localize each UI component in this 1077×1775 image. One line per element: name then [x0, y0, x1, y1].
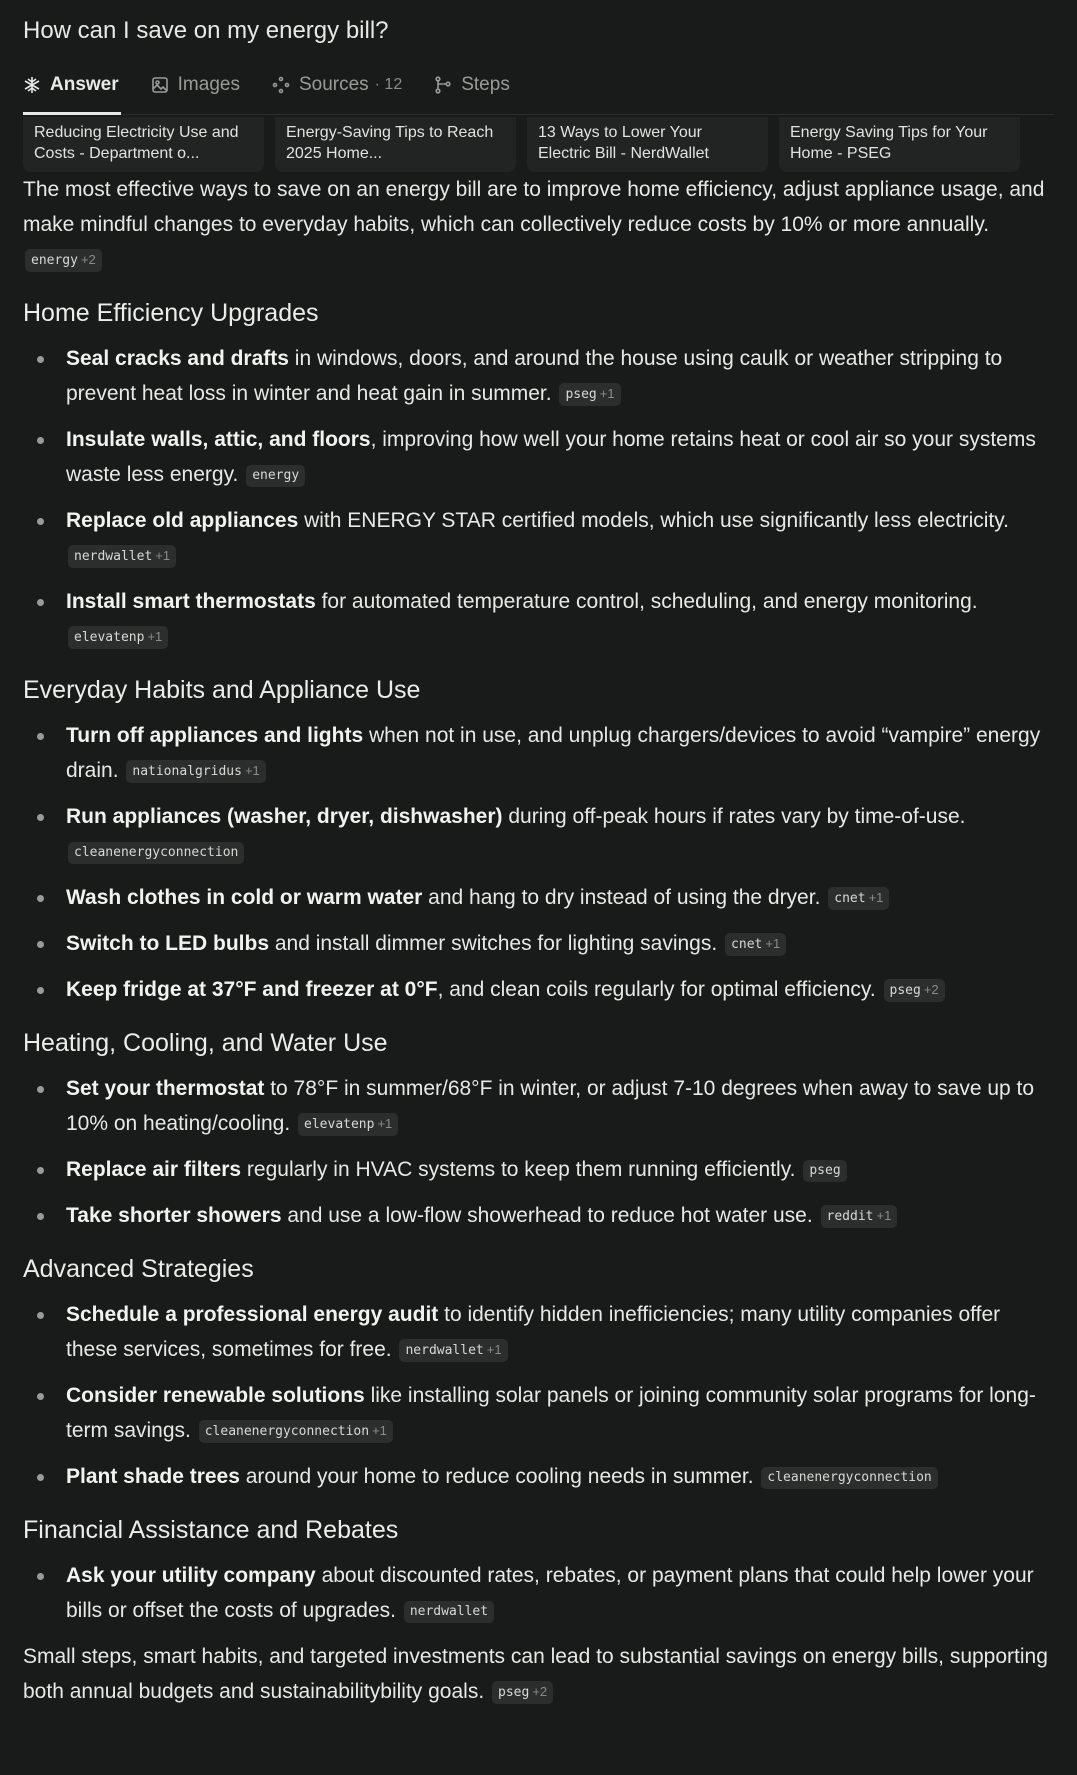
bullet-list [23, 341, 1054, 654]
list-item [23, 799, 1054, 869]
intro-paragraph [23, 172, 1054, 277]
list-item-text: , improving how well your home retains heat or cool air so your systems waste less energy. [66, 428, 1036, 486]
list-item-bold: Wash clothes in cold or warm water [66, 886, 423, 909]
citation-chip[interactable] [298, 1113, 398, 1136]
list-item-text: in windows, doors, and around the house using caulk or weather stripping to prevent heat loss in winter and heat gain in summer. [66, 347, 1003, 405]
answer-sections [23, 297, 1054, 1628]
list-item-text: around your home to reduce cooling needs in summer. [239, 1465, 754, 1488]
tab-steps-label: Steps [461, 74, 510, 95]
section-heading: Home Efficiency Upgrades [23, 299, 319, 327]
source-card[interactable] [779, 117, 1020, 172]
bullet-list [23, 1071, 1054, 1233]
list-item-text: , and clean coils regularly for optimal efficiency. [437, 978, 876, 1001]
citation-chip[interactable] [199, 1420, 393, 1443]
list-item-text: and hang to dry instead of using the dryer. [422, 886, 821, 909]
citation-more: +1 [377, 1116, 393, 1131]
citation-chip[interactable] [559, 383, 620, 406]
list-item-bold: Turn off appliances and lights [66, 724, 364, 747]
outro-paragraph [23, 1639, 1054, 1709]
list-item-text: with ENERGY STAR certified models, which use significantly less electricity. [298, 509, 1010, 532]
citation-chip[interactable] [68, 545, 176, 568]
source-card[interactable] [527, 117, 768, 172]
list-item-text: when not in use, and unplug chargers/devices to avoid “vampire” energy drain. [66, 724, 1041, 782]
outro-text: Small steps, smart habits, and targeted investments can lead to substantial savings on energy bills, supporting both annual budgets and sustainabilitybility goals. [23, 1645, 1048, 1703]
citation-chip[interactable] [68, 626, 168, 649]
list-item-bold: Replace old appliances [66, 509, 299, 532]
list-item-bold: Consider renewable solutions [66, 1384, 365, 1407]
citation-source: nerdwallet [74, 549, 153, 564]
list-item-text: regularly in HVAC systems to keep them running efficiently. [241, 1158, 796, 1181]
bullet-list [23, 718, 1054, 1007]
tab-steps[interactable] [434, 56, 510, 114]
list-item-bold: Insulate walls, attic, and floors [66, 428, 371, 451]
source-cards [23, 117, 1054, 172]
citation-chip[interactable] [25, 249, 102, 272]
steps-icon [434, 76, 452, 94]
list-item [23, 1152, 1054, 1187]
section-heading: Advanced Strategies [23, 1255, 254, 1283]
source-card[interactable] [23, 117, 264, 172]
list-item [23, 584, 1054, 654]
citation-more: +1 [486, 1342, 502, 1357]
list-item-bold: Switch to LED bulbs [66, 932, 269, 955]
citation-more: +2 [80, 252, 96, 267]
list-item [23, 422, 1054, 492]
citation-chip[interactable] [803, 1160, 846, 1182]
citation-more: +2 [923, 982, 939, 997]
list-item-text: to 78°F in summer/68°F in winter, or adjust 7-10 degrees when away to save up to 10% on heating/cooling. [66, 1077, 1035, 1135]
section-heading: Heating, Cooling, and Water Use [23, 1029, 388, 1057]
citation-chip[interactable] [821, 1205, 898, 1228]
tab-sources[interactable] [272, 56, 402, 114]
citation-chip[interactable] [884, 979, 945, 1002]
citation-chip[interactable] [246, 465, 305, 487]
citation-more: +1 [147, 629, 163, 644]
source-card-title: Energy-Saving Tips to Reach 2025 Home... [286, 124, 494, 162]
citation-chip[interactable] [399, 1339, 507, 1362]
list-item-text: during off-peak hours if rates vary by time-of-use. [502, 805, 966, 828]
section-heading: Financial Assistance and Rebates [23, 1516, 399, 1544]
tab-sources-label: Sources [298, 74, 369, 95]
list-item [23, 1378, 1054, 1448]
list-item [23, 1071, 1054, 1141]
list-item [23, 1297, 1054, 1367]
tab-images[interactable] [151, 56, 240, 114]
citation-more: +1 [599, 386, 615, 401]
citation-chip[interactable] [761, 1467, 937, 1489]
list-item [23, 341, 1054, 411]
answer-icon [23, 76, 41, 94]
citation-source: cnet [834, 891, 866, 906]
tab-bar [23, 56, 1054, 115]
citation-source: pseg [889, 983, 921, 998]
list-item-bold: Run appliances (washer, dryer, dishwasher) [66, 805, 503, 828]
list-item-bold: Schedule a professional energy audit [66, 1303, 439, 1326]
list-item-bold: Take shorter showers [66, 1204, 282, 1227]
list-item [23, 880, 1054, 915]
page-title: How can I save on my energy bill? [23, 17, 389, 44]
citation-source: cleanenergyconnection [204, 1424, 370, 1439]
list-item [23, 972, 1054, 1007]
citation-source: nerdwallet [405, 1343, 484, 1358]
citation-more: +1 [765, 936, 781, 951]
list-item-bold: Set your thermostat [66, 1077, 265, 1100]
tab-images-label: Images [177, 74, 240, 95]
citation-chip[interactable] [126, 760, 265, 783]
citation-chip[interactable] [725, 933, 786, 956]
citation-source: energy [31, 253, 78, 268]
citation-source: cleanenergyconnection [767, 1470, 932, 1485]
citation-source: pseg [498, 1685, 530, 1700]
list-item-bold: Seal cracks and drafts [66, 347, 289, 370]
list-item-text: for automated temperature control, scheduling, and energy monitoring. [315, 590, 978, 613]
image-icon [151, 76, 169, 94]
list-item-bold: Ask your utility company [66, 1564, 316, 1587]
source-card-title: Reducing Electricity Use and Costs - Department o... [34, 124, 239, 162]
citation-chip[interactable] [492, 1681, 553, 1704]
tab-answer-label: Answer [50, 74, 119, 95]
list-item [23, 503, 1054, 573]
bullet-list [23, 1297, 1054, 1494]
citation-source: nerdwallet [409, 1604, 489, 1619]
list-item-text: like installing solar panels or joining community solar programs for long-term savings. [66, 1384, 1036, 1442]
list-item [23, 1459, 1054, 1494]
sources-icon [272, 76, 290, 94]
sources-count: · 12 [374, 76, 403, 93]
list-item-bold: Keep fridge at 37°F and freezer at 0°F [66, 978, 438, 1001]
list-item-bold: Install smart thermostats [66, 590, 316, 613]
source-card-title: 13 Ways to Lower Your Electric Bill - NerdWallet [538, 124, 709, 162]
citation-source: pseg [809, 1163, 841, 1178]
list-item-text: and use a low-flow showerhead to reduce hot water use. [281, 1204, 813, 1227]
intro-text: The most effective ways to save on an energy bill are to improve home efficiency, adjust appliance usage, and make mindful changes to everyday habits, which can collectively reduce costs by 10% or more annually. [23, 178, 1045, 236]
citation-source: elevatenp [74, 630, 145, 645]
list-item [23, 926, 1054, 961]
citation-more: +1 [876, 1208, 892, 1223]
citation-source: pseg [565, 387, 597, 402]
source-card[interactable] [275, 117, 516, 172]
citation-more: +2 [532, 1684, 548, 1699]
citation-source: energy [252, 468, 300, 483]
citation-more: +1 [244, 763, 260, 778]
section-heading: Everyday Habits and Appliance Use [23, 676, 421, 704]
list-item [23, 1198, 1054, 1233]
citation-more: +1 [372, 1423, 387, 1438]
list-item-bold: Plant shade trees [66, 1465, 240, 1488]
citation-source: cnet [731, 937, 763, 952]
list-item-text: about discounted rates, rebates, or payment plans that could help lower your bills or offset the costs of upgrades. [66, 1564, 1034, 1622]
citation-source: reddit [826, 1209, 874, 1224]
citation-source: elevatenp [304, 1117, 375, 1132]
citation-chip[interactable] [404, 1601, 494, 1623]
list-item-text: to identify hidden inefficiencies; many utility companies offer these services, sometimes for free. [66, 1303, 1001, 1361]
list-item [23, 718, 1054, 788]
citation-more: +1 [868, 890, 884, 905]
citation-chip[interactable] [68, 842, 244, 864]
citation-more: +1 [155, 548, 171, 563]
citation-source: cleanenergyconnection [74, 845, 239, 860]
citation-source: nationalgridus [132, 764, 242, 779]
list-item-bold: Replace air filters [66, 1158, 242, 1181]
list-item-text: and install dimmer switches for lighting savings. [269, 932, 718, 955]
source-card-title: Energy Saving Tips for Your Home - PSEG [790, 124, 988, 162]
tab-answer[interactable] [23, 56, 119, 114]
bullet-list [23, 1558, 1054, 1628]
list-item [23, 1558, 1054, 1628]
citation-chip[interactable] [828, 887, 889, 910]
